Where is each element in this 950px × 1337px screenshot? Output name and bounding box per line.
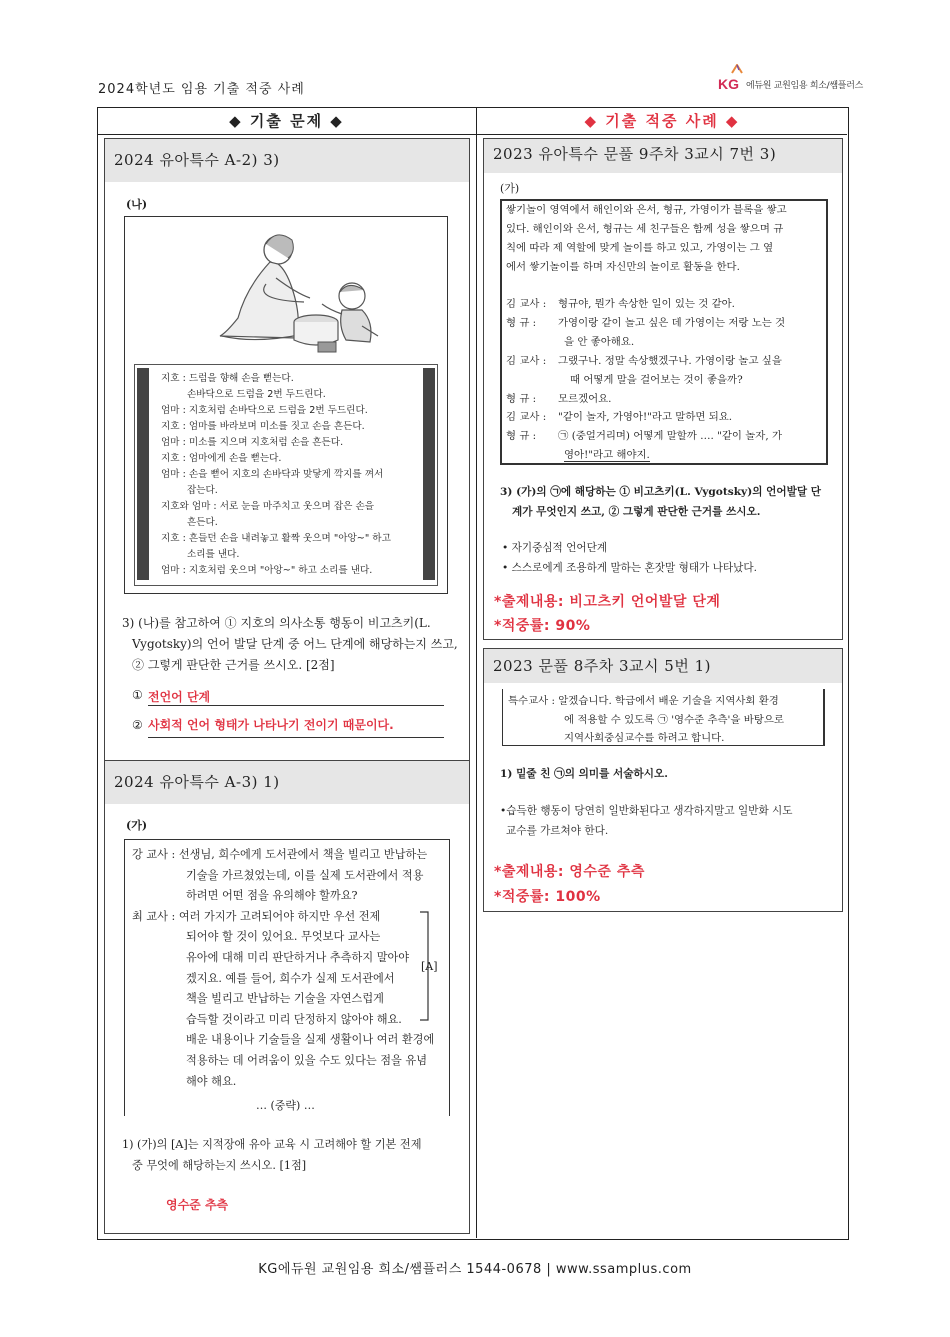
dialog-line: 겠지요. 예를 들어, 희수가 실제 도서관에서 xyxy=(186,971,395,985)
speaker: 김 교사 : xyxy=(506,411,547,424)
result-topic: *출제내용: 영수준 추측 xyxy=(494,864,645,880)
question-title: 2024 유아특수 A-2) 3) xyxy=(105,139,469,182)
answer-line: • 자기중심적 언어단계 xyxy=(502,542,608,554)
dialog-line: 최 교사 : 여러 가지가 고려되어야 하지만 우선 전제 xyxy=(132,909,381,923)
speaker: 김 교사 : xyxy=(506,298,547,310)
speaker: 형 규 : xyxy=(506,392,537,405)
utterance: 형규야, 뭔가 속상한 일이 있는 것 같아. xyxy=(558,298,735,310)
column-divider xyxy=(476,107,477,1238)
dialog-line: 엄마 : 손을 뻗어 지호의 손바닥과 맞닿게 깍지를 껴서 xyxy=(161,469,384,480)
film-strip-right xyxy=(423,368,435,580)
box-line: 에 적용할 수 있도록 ㉠ '영수준 추측'을 바탕으로 xyxy=(564,713,784,726)
dialog-line: 잡는다. xyxy=(187,485,218,496)
scenario-intro xyxy=(506,201,824,277)
question-line: ② 그렇게 판단한 근거를 쓰시오. [2점] xyxy=(132,658,335,672)
speaker: 형 규 : xyxy=(506,316,537,329)
box-line: 지역사회중심교수를 하려고 합니다. xyxy=(564,732,725,744)
dialog-line: 엄마 : 미소를 지으며 지호처럼 손을 흔든다. xyxy=(161,437,344,448)
teacher-dialog xyxy=(132,845,446,1092)
dialog-line: 책을 빌리고 반납하는 기술을 자연스럽게 xyxy=(186,992,384,1006)
answer-line: 교수를 가르쳐야 한다. xyxy=(506,825,609,837)
utterance: 그랬구나. 정말 속상했겠구나. 가영이랑 놀고 싶을 xyxy=(558,354,782,367)
intro-line: 에서 쌓기놀이를 하며 자신만의 놀이로 활동을 한다. xyxy=(506,261,740,273)
dialog-line: 습득할 것이라고 미리 단정하지 않아야 해요. xyxy=(186,1012,402,1026)
question-title: 2024 유아특수 A-3) 1) xyxy=(105,761,469,804)
dialog-line: 지호 : 엄마를 바라보며 미소를 짓고 손을 흔든다. xyxy=(161,421,365,432)
result-topic: *출제내용: 비고츠키 언어발달 단계 xyxy=(494,594,721,610)
dialog-line: 엄마 : 지호처럼 손바닥으로 드럼을 2번 두드린다. xyxy=(161,405,368,416)
question-line: 1) (가)의 [A]는 지적장애 유아 교육 시 고려해야 할 기본 전제 xyxy=(122,1138,422,1151)
case-title: 2023 문풀 8주차 3교시 5번 1) xyxy=(484,649,842,683)
logo-arrow-icon xyxy=(730,64,744,74)
answer-1-number: ① xyxy=(132,688,143,702)
bracket-label: [A] xyxy=(421,960,438,973)
utterance: 을 안 좋아해요. xyxy=(564,335,635,348)
answer-2: 사회적 언어 형태가 나타나기 전이기 때문이다. xyxy=(148,718,394,732)
answer: 영수준 추측 xyxy=(166,1198,229,1212)
box-line: 특수교사 : 알겠습니다. 학급에서 배운 기술을 지역사회 환경 xyxy=(508,695,779,707)
document-header-title: 2024학년도 임용 기출 적중 사례 xyxy=(98,82,305,97)
teacher-statement xyxy=(508,692,826,748)
dialog-line: 흔든다. xyxy=(187,517,218,528)
question-line: 3) (나)를 참고하여 ① 지호의 의사소통 행동이 비고츠키(L. xyxy=(122,616,431,630)
result-rate: *적중률: 90% xyxy=(494,618,591,634)
section-label: (나) xyxy=(126,198,148,211)
dialog-line: 소리를 낸다. xyxy=(187,549,240,560)
question-text xyxy=(122,1134,462,1176)
case-answer xyxy=(500,801,836,841)
speaker: 김 교사 : xyxy=(506,354,547,367)
question-line: 계가 무엇인지 쓰고, ② 그렇게 판단한 근거를 쓰시오. xyxy=(512,506,761,518)
brand-logo xyxy=(718,66,863,92)
dialog-line: 되어야 할 것이 있어요. 무엇보다 교사는 xyxy=(186,930,381,944)
intro-line: 쌓기놀이 영역에서 해인이와 은서, 형규, 가영이가 블록을 쌓고 xyxy=(506,204,787,216)
dialog-line: 강 교사 : 선생님, 희수에게 도서관에서 책을 빌리고 반납하는 xyxy=(132,848,428,861)
dialog-line: 손바닥으로 드럼을 2번 두드린다. xyxy=(187,389,326,400)
answer-1-underline xyxy=(148,705,444,706)
speaker: 형 규 : xyxy=(506,430,537,443)
answer-line: • 스스로에게 조용하게 말하는 혼잣말 형태가 나타났다. xyxy=(502,562,757,574)
dialog-line: 배운 내용이나 기술들을 실제 생활이나 여러 환경에 xyxy=(186,1033,435,1047)
utterance: 가영이랑 같이 놀고 싶은 데 가영이는 저랑 노는 것 xyxy=(558,316,786,329)
utterance: ㉠ (중얼거리며) 어떻게 말할까 …. "같이 놀자, 가 xyxy=(558,430,782,443)
answer-2-number: ② xyxy=(132,718,143,732)
scenario-dialog xyxy=(506,295,824,465)
header-divider xyxy=(97,134,847,135)
section-label: (가) xyxy=(500,182,520,195)
film-strip-left xyxy=(137,368,149,580)
dialog-line: 유아에 대해 미리 판단하거나 추측하지 말아야 xyxy=(186,950,410,964)
logo-text: 에듀원 교원임용 희소/쌤플러스 xyxy=(746,81,863,91)
utterance: 영아!"라고 해야지. xyxy=(564,449,650,462)
result-rate: *적중률: 100% xyxy=(494,889,601,905)
utterance: 때 어떻게 말을 걸어보는 것이 좋을까? xyxy=(570,373,743,386)
intro-line: 있다. 해인이와 은서, 형규는 세 친구들은 함께 성을 쌓으며 규 xyxy=(506,223,784,235)
dialog-line: 하려면 어떤 점을 유의해야 할까요? xyxy=(186,889,358,903)
answer-line: •습득한 행동이 당연히 일반화된다고 생각하지말고 일반화 시도 xyxy=(500,805,793,817)
utterance: 모르겠어요. xyxy=(558,392,612,405)
footer-contact: KG에듀원 교원임용 희소/쌤플러스 1544-0678 | www.ssamplus.com xyxy=(258,1262,692,1277)
question-line: 중 무엇에 해당하는지 쓰시오. [1점] xyxy=(132,1159,307,1172)
logo-kg: KG xyxy=(718,76,739,92)
intro-line: 칙에 따라 제 역할에 맞게 놀이를 하고 있고, 가영이는 그 옆 xyxy=(506,242,774,254)
answer-2-underline xyxy=(148,737,444,738)
dialog-lines xyxy=(161,371,423,579)
question-line: 3) (가)의 ㉠에 해당하는 ① 비고츠키(L. Vygotsky)의 언어발달 단 xyxy=(500,486,822,498)
case-title: 2023 유아특수 문풀 9주차 3교시 7번 3) xyxy=(484,139,842,173)
case-answers xyxy=(502,538,838,578)
question-line: Vygotsky)의 언어 발달 단계 중 어느 단계에 해당하는지 쓰고, xyxy=(132,637,458,651)
section-label: (가) xyxy=(126,819,148,832)
dialog-line: 엄마 : 지호처럼 웃으며 "아앙~" 하고 소리를 낸다. xyxy=(161,565,373,576)
omitted-note: … (중략) … xyxy=(256,1099,315,1112)
dialog-line: 지호 : 흔들던 손을 내려놓고 활짝 웃으며 "아앙~" 하고 xyxy=(161,533,391,544)
column-header-hits: ◆ 기출 적중 사례 ◆ xyxy=(584,112,740,130)
column-header-exam: ◆ 기출 문제 ◆ xyxy=(229,112,344,130)
dialog-line: 지호 : 드럼을 향해 손을 뻗는다. xyxy=(161,373,294,384)
dialog-line: 기술을 가르쳤었는데, 이를 실제 도서관에서 적용 xyxy=(186,868,424,882)
case-question: 1) 밑줄 친 ㉠의 의미를 서술하시오. xyxy=(500,768,668,780)
dialog-line: 지호 : 엄마에게 손을 뻗는다. xyxy=(161,453,282,464)
utterance: "같이 놀자, 가영아!"라고 말하면 되요. xyxy=(558,411,733,424)
question-text xyxy=(122,613,462,676)
answer-1: 전언어 단계 xyxy=(148,690,211,704)
dialog-line: 해야 해요. xyxy=(186,1074,237,1088)
case-question xyxy=(500,482,836,522)
dialog-line: 적용하는 데 어려움이 있을 수도 있다는 점을 유념 xyxy=(186,1053,428,1067)
mother-child-drum-illustration xyxy=(126,218,446,366)
dialog-line: 지호와 엄마 : 서로 눈을 마주치고 웃으며 잡은 손을 xyxy=(161,501,374,512)
